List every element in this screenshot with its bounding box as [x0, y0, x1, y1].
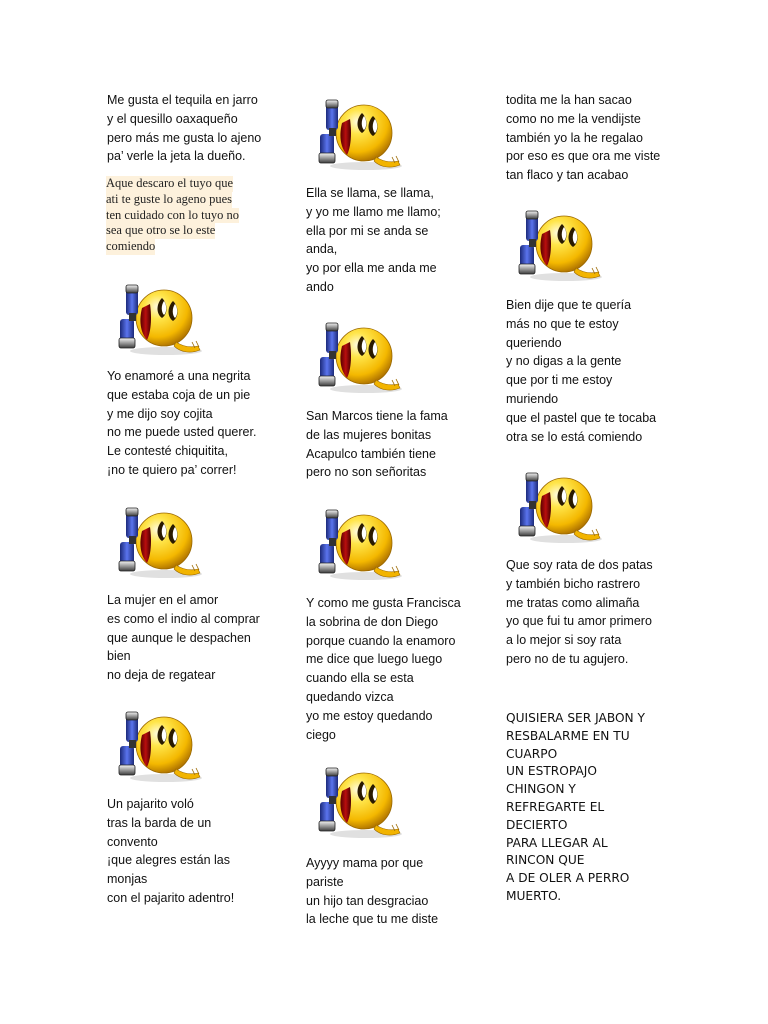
verse-line: a lo mejor si soy rata [506, 633, 622, 648]
verse-line: y no digas a la gente [506, 354, 622, 369]
verse-line: bien [107, 649, 131, 664]
verse-line: PARA LLEGAR AL [506, 835, 608, 850]
verse-line: convento [107, 834, 158, 849]
verse-line: monjas [107, 872, 148, 887]
comment-line: ati te guste lo ageno pues [106, 191, 233, 206]
verse-line: que el pastel que te tocaba [506, 410, 657, 425]
verse-line: porque cuando la enamoro [306, 633, 456, 648]
verse-line: me dice que luego luego [306, 652, 443, 667]
verse-line: con el pajarito adentro! [107, 890, 235, 905]
verse-line: Yo enamoré a una negrita [107, 369, 251, 383]
comment-line: comiendo [106, 239, 156, 254]
verse-line: más no que te estoy [506, 316, 619, 331]
verse-line: quedando vizca [306, 689, 394, 704]
verse-line: que estaba coja de un pie [107, 387, 251, 402]
verse-line: pa’ verle la jeta la dueño. [107, 149, 246, 164]
verse-line: un hijo tan desgraciao [306, 893, 429, 908]
verse-line: ella por mi se anda se [306, 223, 429, 238]
comment-line: ten cuidado con lo tuyo no [106, 207, 239, 222]
verse-line: ¡que alegres están las [107, 853, 230, 868]
verse-line: Y como me gusta Francisca [306, 596, 461, 610]
verse-negrita [107, 367, 256, 480]
laughing-smiley-icon [514, 210, 606, 284]
verse-line: me tratas como alimaña [506, 595, 640, 610]
verse-line: todita me la han sacao [506, 93, 632, 107]
verse-line: pero no son señoritas [306, 465, 427, 480]
verse-line: yo por ella me anda me [306, 261, 437, 276]
comment-line: sea que otro se lo este [106, 223, 216, 238]
highlighted-comment [106, 176, 239, 255]
verse-francisca [306, 594, 461, 744]
verse-line: RESBALARME EN TU [506, 728, 630, 743]
verse-line: no deja de regatear [107, 668, 216, 683]
verse-line: yo me estoy quedando [306, 708, 433, 723]
verse-line: anda, [306, 242, 338, 257]
verse-san-marcos [306, 407, 448, 482]
verse-line: queriendo [506, 335, 562, 350]
verse-line: la sobrina de don Diego [306, 614, 439, 629]
verse-line: Que soy rata de dos patas [506, 558, 653, 572]
verse-line: San Marcos tiene la fama [306, 409, 448, 423]
verse-line: no me puede usted querer. [107, 425, 257, 440]
verse-line: que aunque le despachen [107, 630, 251, 645]
verse-mujer-amor [107, 591, 260, 685]
laughing-smiley-icon [314, 322, 406, 396]
verse-line: pero más me gusta lo ajeno [107, 130, 262, 145]
verse-line: RINCON QUE [506, 853, 585, 868]
verse-line: MUERTO. [506, 888, 562, 903]
verse-line: y el quesillo oaxaqueño [107, 111, 238, 126]
verse-line: Bien dije que te quería [506, 298, 632, 312]
verse-line: y yo me llamo me llamo; [306, 204, 441, 219]
laughing-smiley-icon [114, 284, 206, 358]
verse-line: y me dijo soy cojita [107, 406, 213, 421]
verse-line: CHINGON Y [506, 782, 576, 797]
verse-todita [506, 91, 660, 185]
verse-rata [506, 556, 653, 669]
verse-line: que por ti me estoy [506, 373, 613, 388]
verse-line: CUARPO [506, 746, 558, 761]
verse-line: DECIERTO [506, 817, 568, 832]
verse-line: REFREGARTE EL [506, 799, 605, 814]
verse-line: UN ESTROPAJO [506, 764, 597, 779]
verse-line: también yo la he regalao [506, 130, 643, 145]
verse-line: Me gusta el tequila en jarro [107, 93, 258, 107]
verse-line: muriendo [506, 391, 559, 406]
laughing-smiley-icon [114, 507, 206, 581]
verse-line: tras la barda de un [107, 815, 212, 830]
verse-pajarito [107, 795, 234, 908]
verse-line: pariste [306, 874, 344, 889]
verse-line: La mujer en el amor [107, 593, 219, 607]
verse-line: pero no de tu agujero. [506, 651, 629, 666]
verse-line: ciego [306, 727, 336, 742]
verse-line: Le contesté chiquitita, [107, 444, 228, 459]
laughing-smiley-icon [314, 99, 406, 173]
verse-line: de las mujeres bonitas [306, 427, 432, 442]
verse-ayyyy-mama [306, 854, 438, 929]
verse-line: Un pajarito voló [107, 797, 194, 811]
verse-ella-se-llama [306, 184, 441, 297]
verse-line: Acapulco también tiene [306, 446, 436, 461]
verse-line: Ella se llama, se llama, [306, 186, 434, 200]
comment-line: Aque descaro el tuyo que [106, 176, 234, 190]
verse-line: como no me la vendijste [506, 111, 641, 126]
verse-line: Ayyyy mama por que [306, 856, 424, 870]
verse-line: yo que fui tu amor primero [506, 614, 652, 629]
laughing-smiley-icon [314, 767, 406, 841]
verse-line: otra se lo está comiendo [506, 429, 643, 444]
verse-line: tan flaco y tan acabao [506, 168, 629, 183]
verse-jabon-caps [506, 710, 645, 906]
laughing-smiley-icon [514, 472, 606, 546]
verse-line: ando [306, 279, 334, 294]
verse-line: ¡no te quiero pa’ correr! [107, 462, 237, 477]
verse-line: es como el indio al comprar [107, 611, 260, 626]
verse-line: la leche que tu me diste [306, 912, 439, 927]
laughing-smiley-icon [114, 711, 206, 785]
verse-line: cuando ella se esta [306, 671, 414, 686]
verse-tequila [107, 91, 261, 166]
verse-line: por eso es que ora me viste [506, 149, 661, 164]
laughing-smiley-icon [314, 509, 406, 583]
verse-bien-dije [506, 296, 656, 446]
verse-line: QUISIERA SER JABON Y [506, 711, 645, 725]
verse-line: y también bicho rastrero [506, 576, 641, 591]
verse-line: A DE OLER A PERRO [506, 871, 630, 886]
